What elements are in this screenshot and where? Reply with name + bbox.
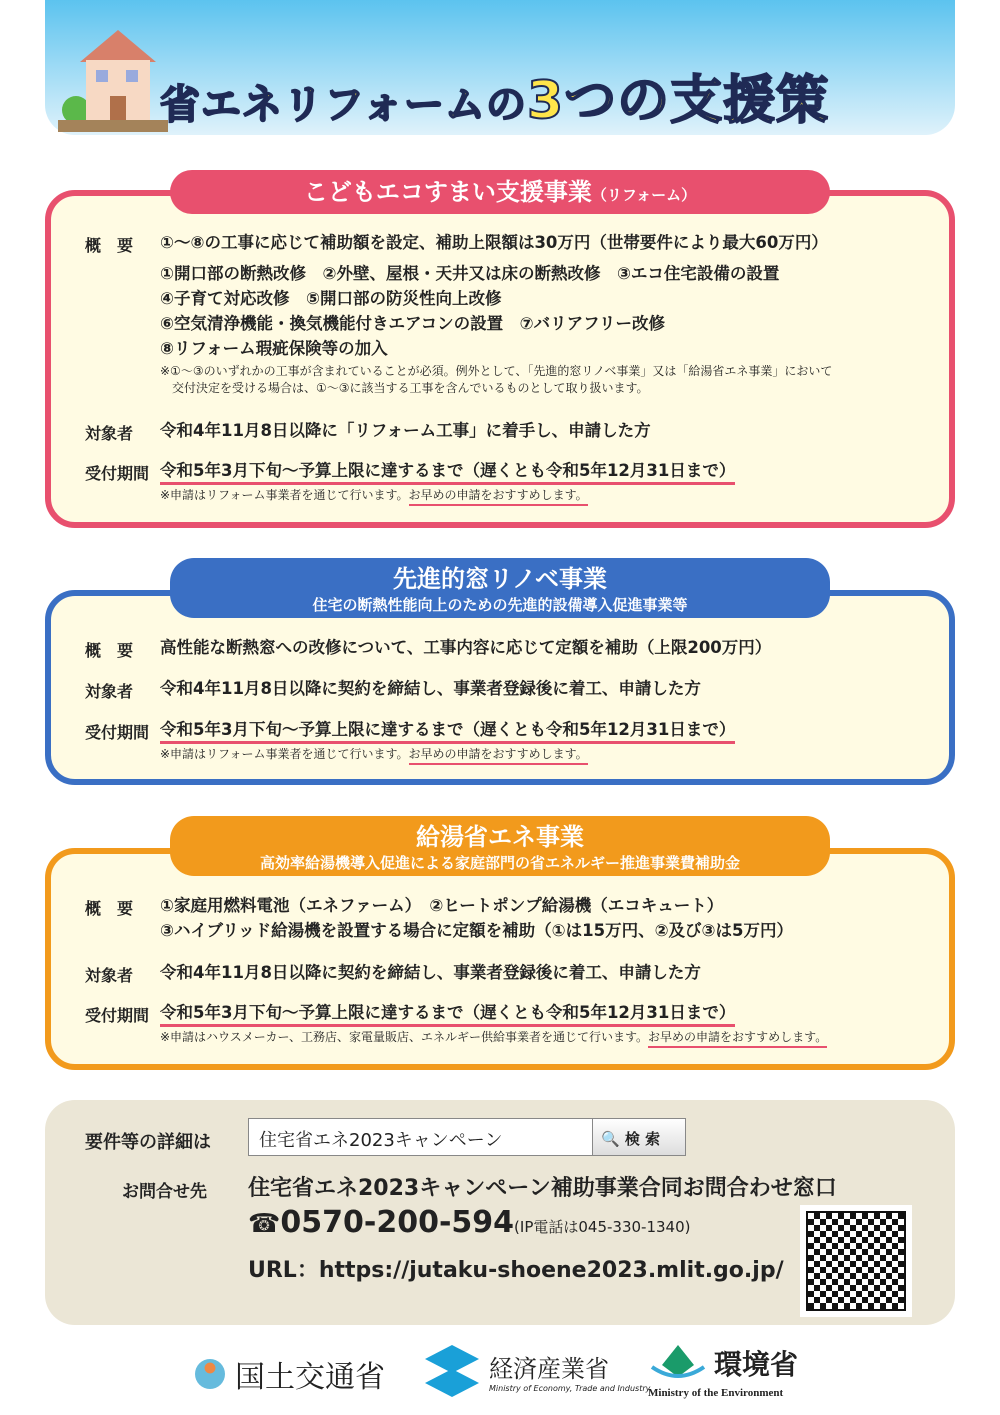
house-illustration xyxy=(58,22,168,132)
search-input[interactable]: 住宅省エネ2023キャンペーン xyxy=(248,1118,593,1156)
overview-text: 高性能な断熱窓への改修について、工事内容に応じて定額を補助（上限200万円） xyxy=(160,638,772,657)
early-application-note: お早めの申請をおすすめします。 xyxy=(648,1030,827,1048)
ip-phone: (IP電話は045-330-1340) xyxy=(514,1218,691,1236)
section-heading: 給湯省エネ事業 高効率給湯機導入促進による家庭部門の省エネルギー推進事業費補助金 xyxy=(170,816,830,876)
label-target: 対象者 xyxy=(85,966,134,985)
search-icon: 🔍 xyxy=(601,1130,620,1148)
logo-meti: 経済産業省 Ministry of Economy, Trade and Industry xyxy=(425,1345,650,1397)
overview-text: ①家庭用燃料電池（エネファーム） ②ヒートポンプ給湯機（エコキュート） xyxy=(160,896,724,915)
label-overview: 概 要 xyxy=(85,899,134,918)
logo-env-english: Ministry of the Environment xyxy=(648,1387,784,1399)
label-period: 受付期間 xyxy=(85,1006,150,1025)
target-text: 令和4年11月8日以降に契約を締結し、事業者登録後に着工、申請した方 xyxy=(160,679,701,698)
overview-item: ⑥空気清浄機能・換気機能付きエアコンの設置 ⑦バリアフリー改修 xyxy=(160,314,665,333)
overview-text: ①～⑧の工事に応じて補助額を設定、補助上限額は30万円（世帯要件により最大60万円） xyxy=(160,233,828,252)
overview-note: 交付決定を受ける場合は、①～③に該当する工事を含んでいるものとして取り扱います。 xyxy=(172,381,649,395)
overview-item: ④子育て対応改修 ⑤開口部の防災性向上改修 xyxy=(160,289,502,308)
target-text: 令和4年11月8日以降に契約を締結し、事業者登録後に着工、申請した方 xyxy=(160,963,701,982)
website-url[interactable]: URL：https://jutaku-shoene2023.mlit.go.jp/ xyxy=(248,1258,784,1283)
section-heading: 先進的窓リノベ事業 住宅の断熱性能向上のための先進的設備導入促進事業等 xyxy=(170,558,830,618)
overview-item: ①開口部の断熱改修 ②外壁、屋根・天井又は床の断熱改修 ③エコ住宅設備の設置 xyxy=(160,264,780,283)
label-period: 受付期間 xyxy=(85,464,150,483)
application-note: ※申請はリフォーム事業者を通じて行います。 xyxy=(160,747,409,761)
label-period: 受付期間 xyxy=(85,723,150,742)
search-button[interactable]: 🔍 検 索 xyxy=(592,1118,686,1156)
period-text: 令和5年3月下旬～予算上限に達するまで（遅くとも令和5年12月31日まで） xyxy=(160,1003,735,1027)
inquiry-name: 住宅省エネ2023キャンペーン補助事業合同お問合わせ窓口 xyxy=(248,1176,837,1201)
target-text: 令和4年11月8日以降に「リフォーム工事」に着手し、申請した方 xyxy=(160,421,651,440)
details-label: 要件等の詳細は xyxy=(85,1132,211,1153)
section-heading: こどもエコすまい支援事業（リフォーム） xyxy=(170,170,830,214)
application-note: ※申請はリフォーム事業者を通じて行います。 xyxy=(160,488,409,502)
label-target: 対象者 xyxy=(85,682,134,701)
early-application-note: お早めの申請をおすすめします。 xyxy=(409,747,588,765)
label-target: 対象者 xyxy=(85,424,134,443)
logo-mlit: 国土交通省 xyxy=(195,1352,385,1396)
page-title: 省エネリフォームの3つの支援策 xyxy=(160,71,830,131)
period-text: 令和5年3月下旬～予算上限に達するまで（遅くとも令和5年12月31日まで） xyxy=(160,720,735,744)
overview-text: ③ハイブリッド給湯機を設置する場合に定額を補助（①は15万円、②及び③は5万円） xyxy=(160,921,794,940)
phone-number: 0570-200-594 xyxy=(280,1205,515,1240)
overview-note: ※①～③のいずれかの工事が含まれていることが必須。例外として、「先進的窓リノベ事業」又は「給湯省エネ事業」において xyxy=(160,364,833,378)
logo-env: 環境省 xyxy=(648,1343,798,1383)
phone-line xyxy=(248,1205,690,1240)
label-overview: 概 要 xyxy=(85,236,134,255)
early-application-note: お早めの申請をおすすめします。 xyxy=(409,488,588,506)
inquiry-label: お問合せ先 xyxy=(122,1182,207,1202)
period-text: 令和5年3月下旬～予算上限に達するまで（遅くとも令和5年12月31日まで） xyxy=(160,461,735,485)
application-note: ※申請はハウスメーカー、工務店、家電量販店、エネルギー供給事業者を通じて行います。 xyxy=(160,1030,649,1044)
label-overview: 概 要 xyxy=(85,641,134,660)
phone-icon: ☎ xyxy=(248,1209,281,1239)
overview-item: ⑧リフォーム瑕疵保険等の加入 xyxy=(160,339,388,358)
qr-code[interactable] xyxy=(800,1205,912,1317)
